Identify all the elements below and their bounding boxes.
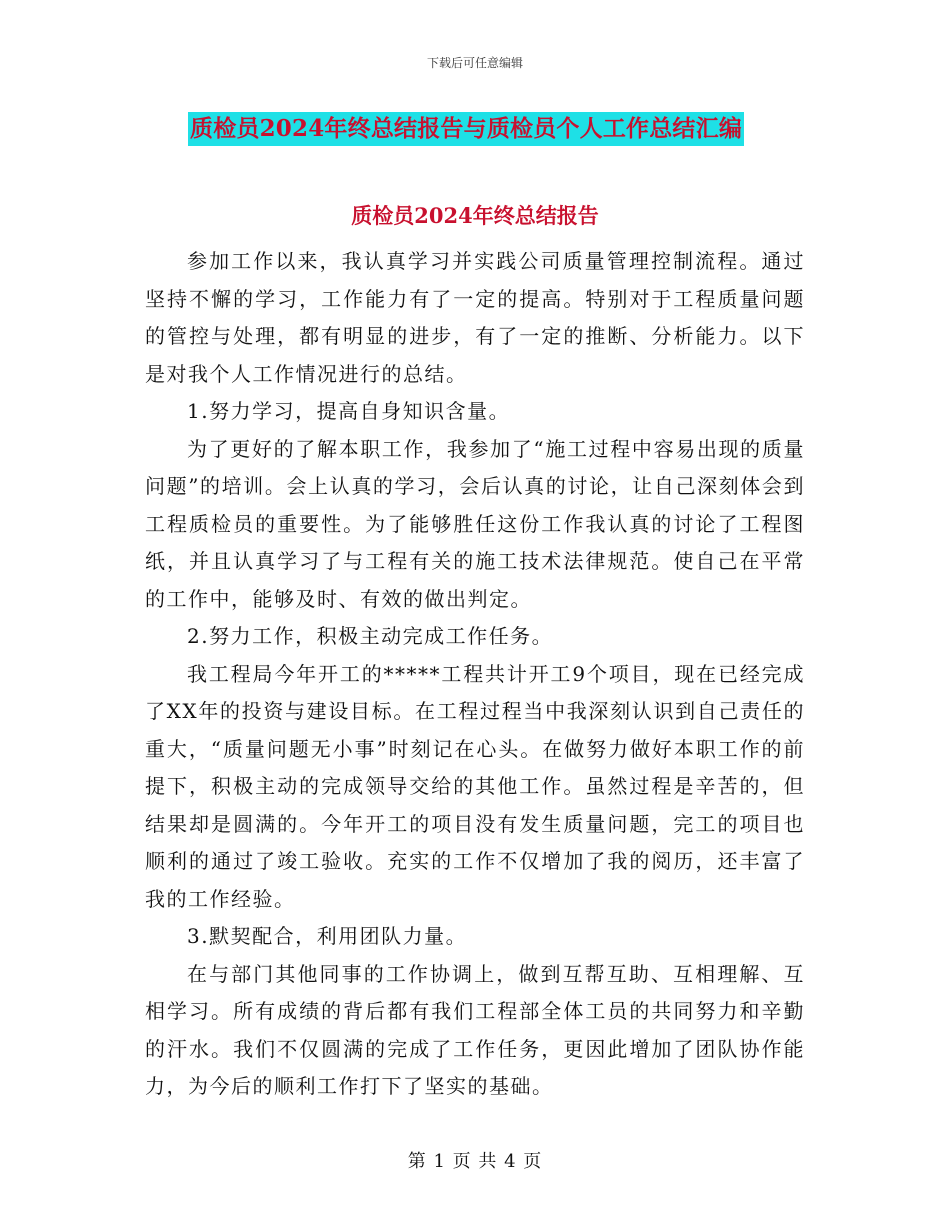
- heading-item-1: 1.努力学习，提高自身知识含量。: [187, 399, 511, 423]
- paragraph-intro: 参加工作以来，我认真学习并实践公司质量管理控制流程。通过坚持不懈的学习，工作能力有了一定的提高。特别对于工程质量问题的管控与处理，都有明显的进步，有了一定的推断、分析能力。以下是对我个人工作情况进行的总结。: [145, 249, 805, 386]
- heading-item-2: 2.努力工作，积极主动完成工作任务。: [187, 624, 554, 648]
- paragraph-item-1: 为了更好的了解本职工作，我参加了“施工过程中容易出现的质量问题”的培训。会上认真的学习，会后认真的讨论，让自己深刻体会到工程质检员的重要性。为了能够胜任这份工作我认真的讨论了工程图纸，并且认真学习了与工程有关的施工技术法律规范。使自己在平常的工作中，能够及时、有效的做出判定。: [145, 436, 805, 611]
- paragraph-item-3: 在与部门其他同事的工作协调上，做到互帮互助、互相理解、互相学习。所有成绩的背后都有我们工程部全体工员的共同努力和辛勤的汗水。我们不仅圆满的完成了工作任务，更因此增加了团队协作能力，为今后的顺利工作打下了坚实的基础。: [145, 961, 805, 1098]
- paragraph-item-2: 我工程局今年开工的*****工程共计开工9个项目，现在已经完成了XX年的投资与建设目标。在工程过程当中我深刻认识到自己责任的重大，“质量问题无小事”时刻记在心头。在做努力做好本职工作的前提下，积极主动的完成领导交给的其他工作。虽然过程是辛苦的，但结果却是圆满的。今年开工的项目没有发生质量问题，完工的项目也顺利的通过了竣工验收。充实的工作不仅增加了我的阅历，还丰富了我的工作经验。: [145, 661, 805, 911]
- document-body: [145, 243, 805, 1106]
- page-number-footer: 第 1 页 共 4 页: [407, 1151, 543, 1172]
- header-note: 下载后可任意编辑: [426, 56, 523, 70]
- heading-item-3: 3.默契配合，利用团队力量。: [187, 924, 468, 948]
- document-title: 质检员2024年终总结报告与质检员个人工作总结汇编: [188, 112, 744, 146]
- section-title: 质检员2024年终总结报告: [351, 203, 599, 228]
